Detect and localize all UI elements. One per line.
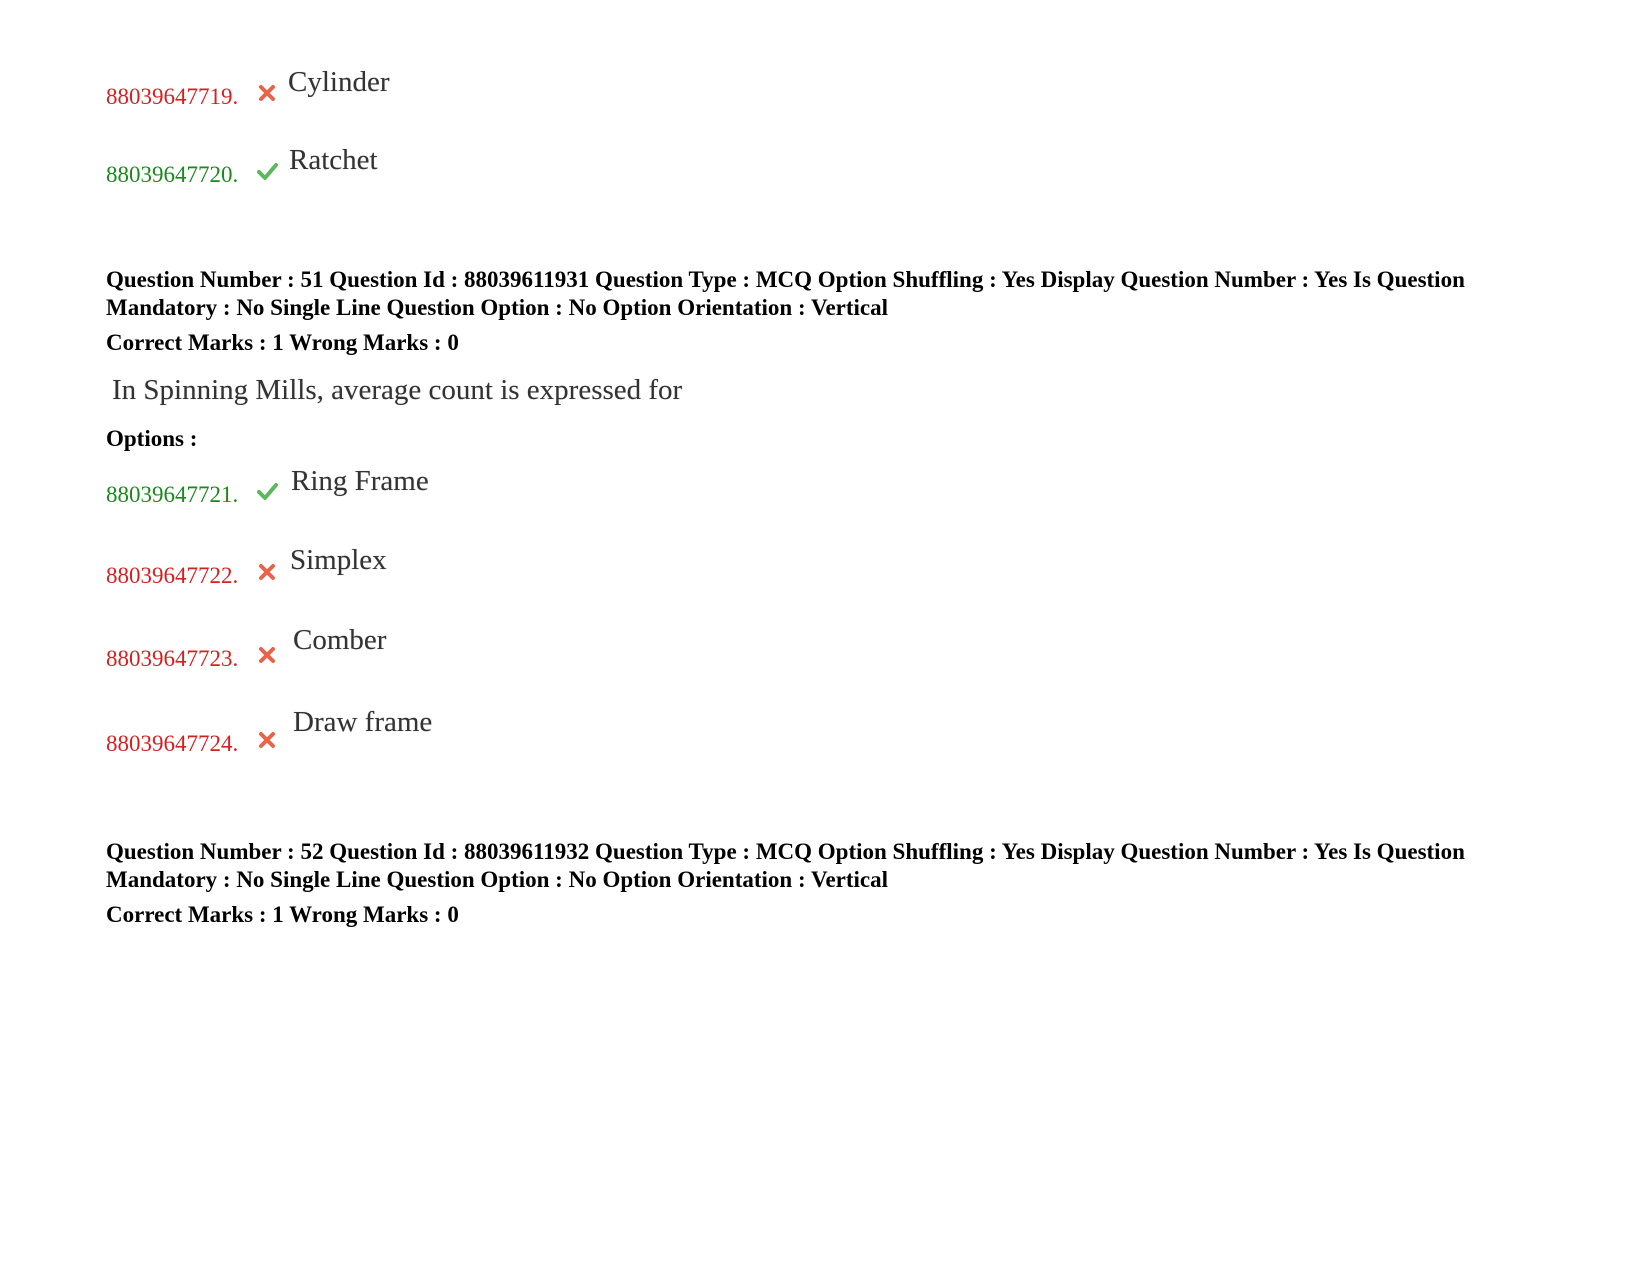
cross-icon bbox=[256, 729, 278, 751]
option-row bbox=[106, 624, 706, 672]
options-label: Options : bbox=[106, 426, 198, 451]
option-row bbox=[106, 465, 706, 508]
option-text: Ratchet bbox=[289, 144, 378, 176]
option-id: 88039647722. bbox=[106, 563, 239, 588]
cross-icon bbox=[256, 82, 278, 104]
option-row bbox=[106, 706, 706, 757]
option-row bbox=[106, 144, 706, 188]
question-meta: Question Number : 51 Question Id : 88039611931 Question Type : MCQ Option Shuffling : Yes Display Question Number : Yes Is Question Mandatory : No Single Line Question Option : No Option Orientation : Vertical bbox=[106, 267, 1465, 320]
option-text: Ring Frame bbox=[291, 465, 429, 497]
option-text: Comber bbox=[293, 624, 387, 656]
check-icon bbox=[256, 480, 278, 502]
option-id: 88039647720. bbox=[106, 162, 239, 187]
option-text: Cylinder bbox=[288, 66, 390, 98]
option-id: 88039647721. bbox=[106, 482, 239, 507]
cross-icon bbox=[256, 561, 278, 583]
question-text: In Spinning Mills, average count is expressed for bbox=[112, 374, 683, 406]
option-id: 88039647724. bbox=[106, 731, 239, 756]
option-row bbox=[106, 544, 706, 589]
option-row bbox=[106, 66, 706, 110]
cross-icon bbox=[256, 644, 278, 666]
option-id: 88039647719. bbox=[106, 84, 239, 109]
marks-line: Correct Marks : 1 Wrong Marks : 0 bbox=[106, 902, 459, 927]
option-text: Simplex bbox=[290, 544, 387, 576]
option-id: 88039647723. bbox=[106, 646, 239, 671]
marks-line: Correct Marks : 1 Wrong Marks : 0 bbox=[106, 330, 459, 355]
option-text: Draw frame bbox=[293, 706, 433, 738]
check-icon bbox=[256, 160, 278, 182]
question-meta: Question Number : 52 Question Id : 88039611932 Question Type : MCQ Option Shuffling : Yes Display Question Number : Yes Is Question Mandatory : No Single Line Question Option : No Option Orientation : Vertical bbox=[106, 839, 1465, 892]
